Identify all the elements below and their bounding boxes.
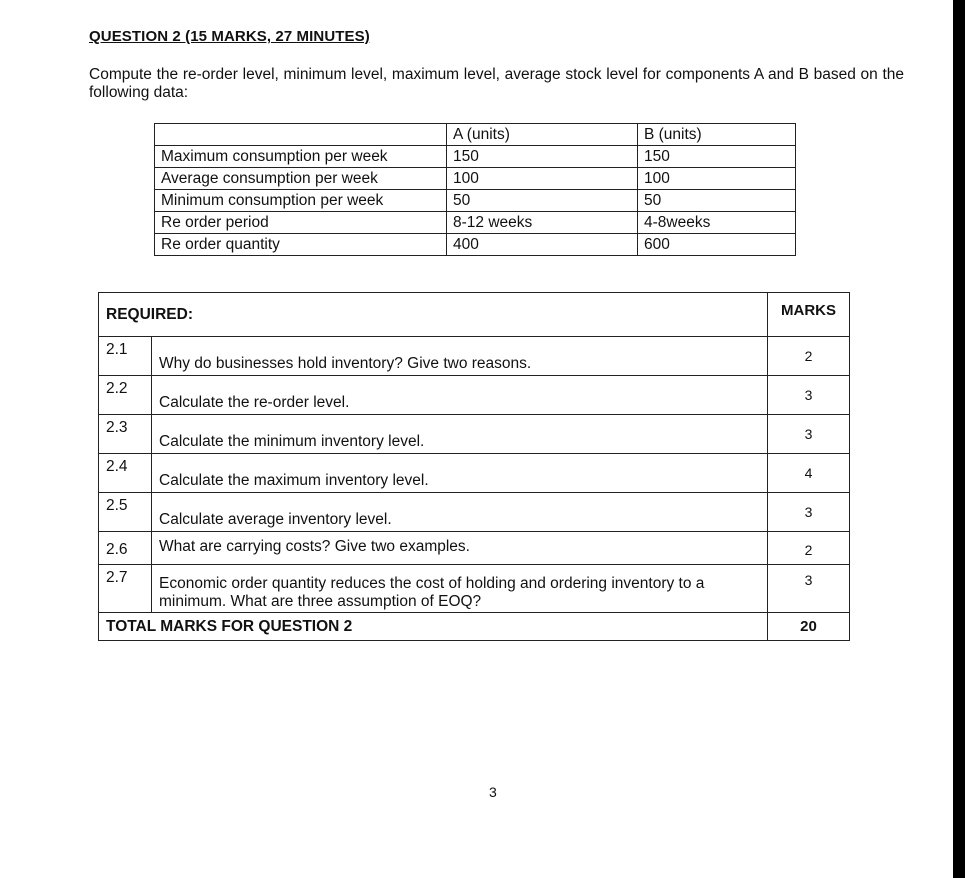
table-row [155, 168, 796, 190]
table-row [155, 190, 796, 212]
question-text: Calculate average inventory level. [152, 493, 768, 532]
row-label: Maximum consumption per week [155, 146, 447, 168]
question-text: Calculate the maximum inventory level. [152, 454, 768, 493]
question-marks: 3 [768, 493, 850, 532]
header-cell-a: A (units) [447, 124, 638, 146]
table-row [99, 532, 850, 565]
table-row [155, 212, 796, 234]
total-label: TOTAL MARKS FOR QUESTION 2 [99, 613, 768, 641]
table-row [99, 415, 850, 454]
value-b: 600 [638, 234, 796, 256]
question-text: Economic order quantity reduces the cost of holding and ordering inventory to a minimum. What are three assumption of EOQ? [152, 565, 768, 613]
table-row [99, 565, 850, 613]
question-intro: Compute the re-order level, minimum level, maximum level, average stock level for components A and B based on the following data: [89, 66, 904, 101]
question-number: 2.2 [99, 376, 152, 415]
question-text: Why do businesses hold inventory? Give two reasons. [152, 337, 768, 376]
required-header-row [99, 293, 850, 337]
question-number: 2.7 [99, 565, 152, 613]
row-label: Re order quantity [155, 234, 447, 256]
question-marks: 3 [768, 415, 850, 454]
question-marks: 3 [768, 376, 850, 415]
required-label: REQUIRED: [99, 293, 768, 337]
value-a: 100 [447, 168, 638, 190]
value-b: 100 [638, 168, 796, 190]
question-marks: 2 [768, 532, 850, 565]
table-row [99, 493, 850, 532]
total-row [99, 613, 850, 641]
value-a: 8-12 weeks [447, 212, 638, 234]
table-row [99, 454, 850, 493]
question-text: Calculate the re-order level. [152, 376, 768, 415]
table-row [155, 234, 796, 256]
table-row [155, 146, 796, 168]
value-a: 400 [447, 234, 638, 256]
question-marks: 3 [768, 565, 850, 613]
question-text: Calculate the minimum inventory level. [152, 415, 768, 454]
value-b: 4-8weeks [638, 212, 796, 234]
components-data-table [154, 123, 796, 256]
question-marks: 4 [768, 454, 850, 493]
table-row [99, 376, 850, 415]
question-text: What are carrying costs? Give two examples. [152, 532, 768, 565]
marks-header: MARKS [768, 293, 850, 337]
question-number: 2.5 [99, 493, 152, 532]
table-row [99, 337, 850, 376]
required-table [98, 292, 850, 641]
table-header-row [155, 124, 796, 146]
value-b: 150 [638, 146, 796, 168]
question-number: 2.4 [99, 454, 152, 493]
total-marks: 20 [768, 613, 850, 641]
header-cell-blank [155, 124, 447, 146]
question-heading: QUESTION 2 (15 MARKS, 27 MINUTES) [89, 28, 370, 45]
header-cell-b: B (units) [638, 124, 796, 146]
value-b: 50 [638, 190, 796, 212]
question-number: 2.1 [99, 337, 152, 376]
row-label: Minimum consumption per week [155, 190, 447, 212]
row-label: Re order period [155, 212, 447, 234]
value-a: 50 [447, 190, 638, 212]
question-number: 2.3 [99, 415, 152, 454]
question-marks: 2 [768, 337, 850, 376]
question-number: 2.6 [99, 532, 152, 565]
row-label: Average consumption per week [155, 168, 447, 190]
page-number: 3 [489, 784, 497, 800]
value-a: 150 [447, 146, 638, 168]
